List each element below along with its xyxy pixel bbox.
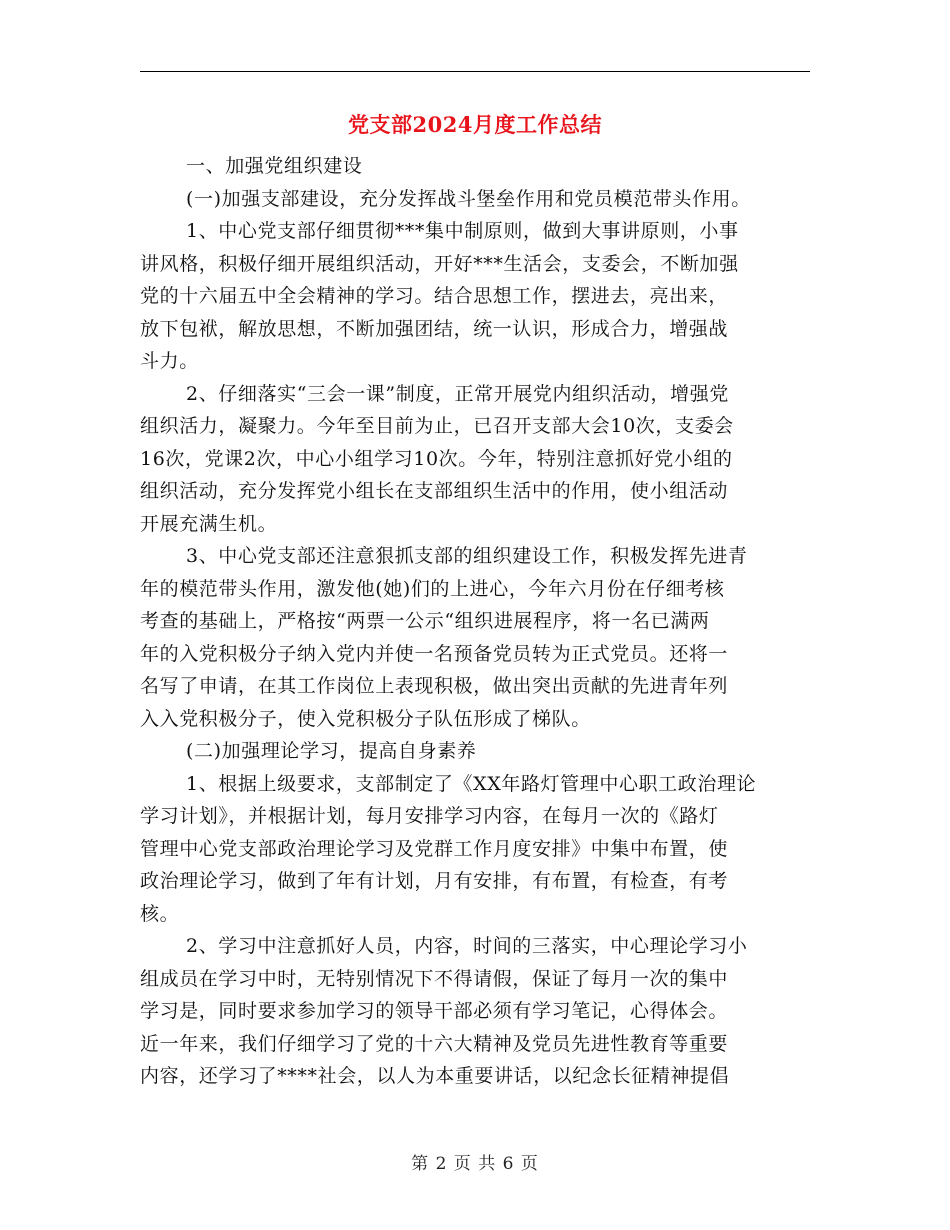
body-text-line: 开展充满生机。	[140, 512, 278, 535]
body-text-line: 核。	[140, 902, 180, 925]
body-text-line: 一、加强党组织建设	[186, 155, 363, 177]
page-footer: 第 2 页 共 6 页	[411, 1154, 539, 1174]
body-text-line: 管理中心党支部政治理论学习及党群工作月度安排》中集中布置，使	[140, 837, 729, 860]
body-text-line: 名写了申请，在其工作岗位上表现积极，做出突出贡献的先进青年列	[140, 675, 729, 697]
body-text-line: 政治理论学习，做到了年有计划，月有安排，有布置，有检查，有考	[140, 870, 729, 892]
body-text-line: 组织活动，充分发挥党小组长在支部组织生活中的作用，使小组活动	[140, 480, 729, 502]
body-text-line: 2、仔细落实“三会一课”制度，正常开展党内组织活动，增强党	[186, 382, 729, 405]
body-text-line: 斗力。	[140, 350, 199, 372]
body-text-line: 放下包袱，解放思想，不断加强团结，统一认识，形成合力，增强战	[140, 317, 729, 340]
body-text-line: 近一年来，我们仔细学习了党的十六大精神及党员先进性教育等重要	[140, 1032, 729, 1055]
body-text-line: 3、中心党支部还注意狠抓支部的组织建设工作，积极发挥先进青	[186, 545, 748, 567]
body-text-line: 学习是，同时要求参加学习的领导干部必须有学习笔记，心得体会。	[140, 1000, 729, 1022]
header-rule	[140, 71, 810, 72]
document-body	[140, 150, 810, 1093]
body-text-line: 组成员在学习中时，无特别情况下不得请假，保证了每月一次的集中	[140, 967, 729, 990]
page-title: 党支部2024月度工作总结	[348, 112, 602, 137]
body-text-line: 2、学习中注意抓好人员，内容，时间的三落实，中心理论学习小	[186, 935, 748, 957]
body-text-line: 内容，还学习了****社会，以人为本重要讲话，以纪念长征精神提倡	[140, 1065, 730, 1087]
body-text-line: 16次，党课2次，中心小组学习10次。今年，特别注意抓好党小组的	[140, 447, 733, 470]
body-text-line: (二)加强理论学习，提高自身素养	[186, 740, 477, 762]
body-text-line: 1、根据上级要求，支部制定了《XX年路灯管理中心职工政治理论	[186, 772, 757, 795]
body-text-line: (一)加强支部建设，充分发挥战斗堡垒作用和党员模范带头作用。	[186, 187, 751, 210]
body-text-line: 学习计划》，并根据计划，每月安排学习内容，在每月一次的《路灯	[140, 805, 719, 827]
body-text-line: 组织活力，凝聚力。今年至目前为止，已召开支部大会10次，支委会	[140, 415, 734, 437]
body-text-line: 年的模范带头作用，激发他(她)们的上进心，今年六月份在仔细考核	[140, 577, 725, 600]
body-text-line: 入入党积极分子，使入党积极分子队伍形成了梯队。	[140, 707, 591, 730]
body-text-line: 党的十六届五中全会精神的学习。结合思想工作，摆进去，亮出来，	[140, 285, 729, 307]
body-text-line: 年的入党积极分子纳入党内并使一名预备党员转为正式党员。还将一	[140, 642, 729, 665]
body-text-line: 考查的基础上，严格按“两票一公示“组织进展程序，将一名已满两	[140, 610, 710, 632]
body-text-line: 1、中心党支部仔细贯彻***集中制原则，做到大事讲原则，小事	[186, 220, 739, 242]
body-text-line: 讲风格，积极仔细开展组织活动，开好***生活会，支委会，不断加强	[140, 252, 739, 275]
